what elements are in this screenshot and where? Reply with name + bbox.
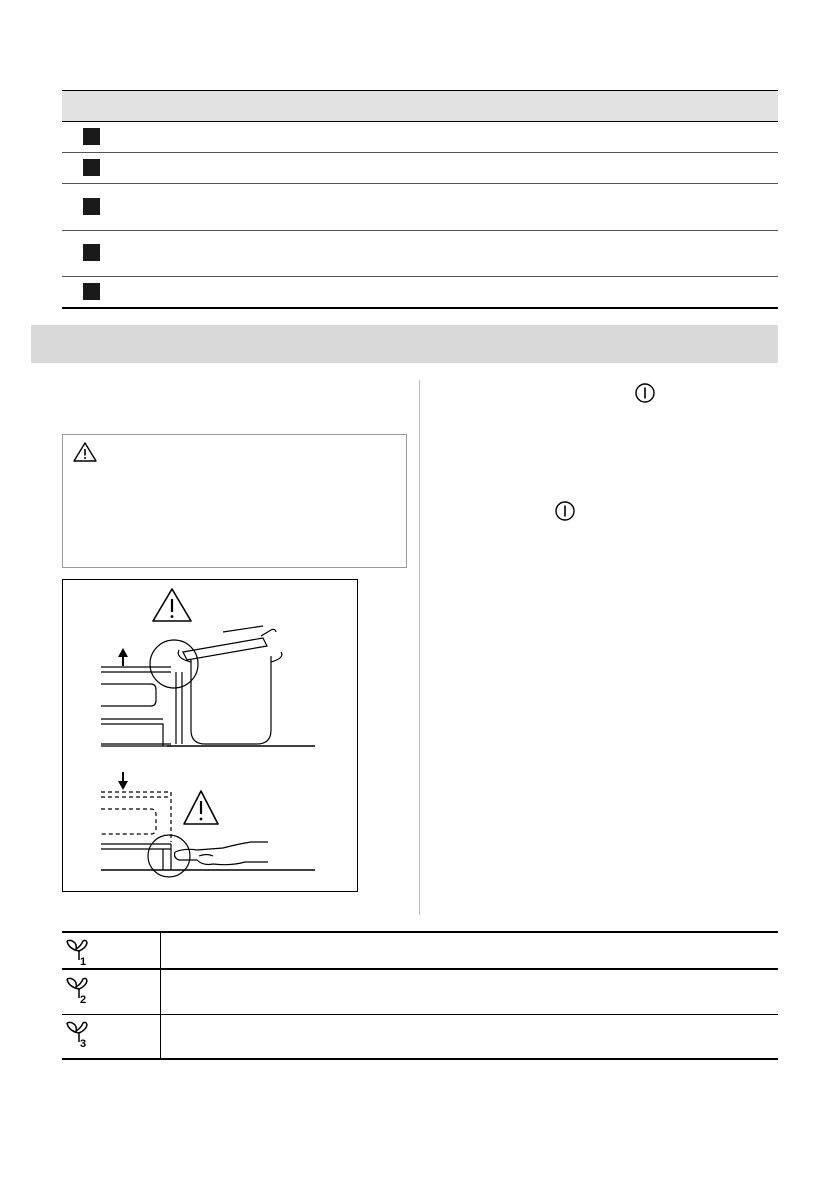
table-row [62, 972, 160, 1014]
top-table-header-divider [62, 121, 778, 122]
top-table-border-bottom [62, 307, 778, 309]
svg-text:3: 3 [80, 1038, 87, 1049]
fan-table-border-top [62, 931, 778, 933]
power-icon [554, 500, 576, 522]
section-title-bar [31, 325, 778, 363]
hand-icon [175, 842, 269, 865]
fan-table-row-divider [62, 968, 778, 970]
table-row-divider [62, 152, 778, 153]
table-row-marker-3 [83, 198, 100, 215]
svg-text:1: 1 [80, 956, 87, 967]
power-icon [634, 382, 656, 404]
top-table-header [62, 90, 778, 121]
safety-figure [62, 579, 358, 892]
column-divider [419, 380, 420, 915]
table-row-marker-2 [83, 159, 100, 176]
fan-table-column-divider [160, 932, 161, 1059]
warning-triangle-icon [153, 589, 191, 621]
warning-triangle-icon [184, 791, 218, 824]
top-table-border-top [62, 90, 778, 91]
table-row-divider [62, 276, 778, 277]
table-row [62, 1018, 160, 1058]
fan-speed-2-icon [64, 975, 94, 1005]
table-row [62, 936, 160, 968]
arrow-up-icon [118, 648, 128, 666]
table-row-divider [62, 230, 778, 231]
fan-table-row-divider [62, 1014, 778, 1015]
arrow-down-icon [118, 772, 128, 790]
table-row-marker-1 [83, 128, 100, 145]
svg-text:2: 2 [80, 994, 87, 1005]
table-row-divider [62, 183, 778, 184]
table-row-marker-4 [83, 244, 100, 261]
fan-speed-1-icon [64, 937, 94, 967]
warning-box [62, 434, 407, 568]
fan-table-border-bottom [62, 1058, 778, 1060]
table-row-marker-5 [83, 283, 100, 300]
pot-lifting-illustration [63, 580, 357, 891]
warning-triangle-icon [73, 442, 97, 462]
fan-speed-3-icon [64, 1019, 94, 1049]
